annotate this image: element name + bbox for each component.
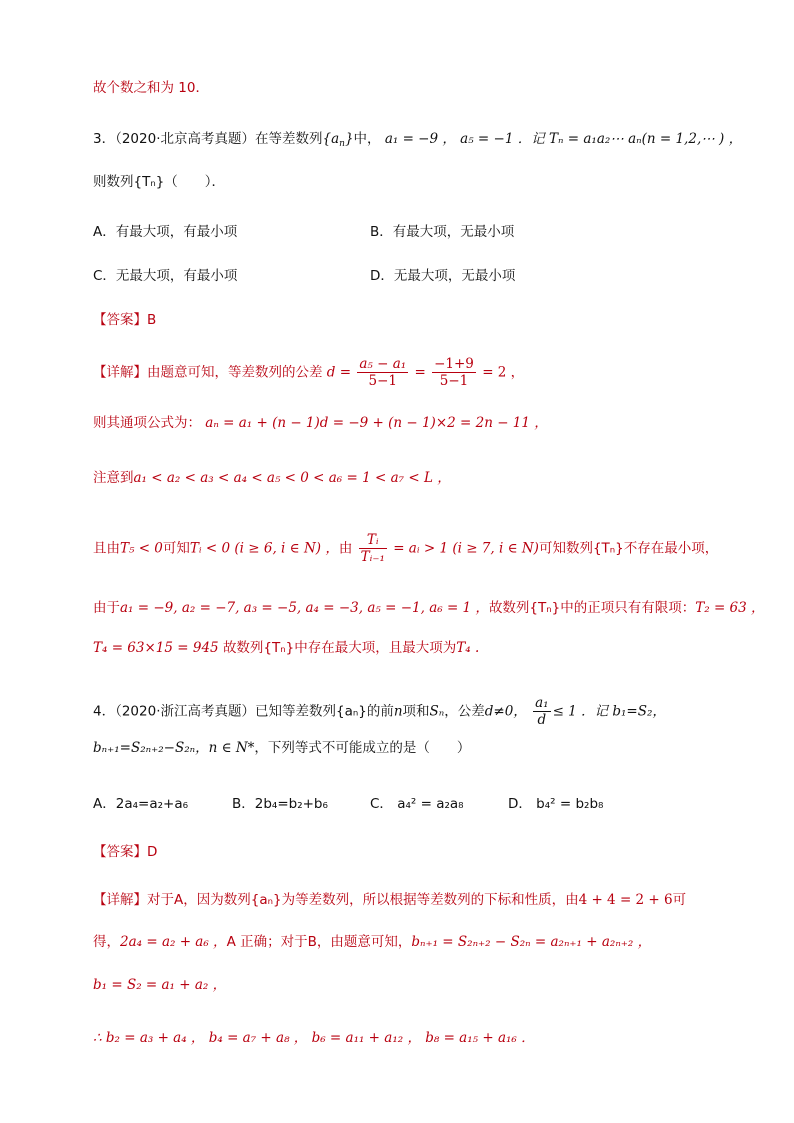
q4-detail2-b: A 正确；对于B，由题意可知， — [226, 934, 412, 950]
q3-answer-value: B — [147, 312, 157, 328]
q4-detail-tag: 【详解】 — [93, 892, 147, 908]
q3-detail1-d: d = — [326, 364, 352, 381]
q4-line2-formula: bₙ₊₁=S₂ₙ₊₂−S₂ₙ， — [93, 740, 209, 756]
q3-option-c: C．无最大项，有最小项 — [93, 268, 238, 284]
q3-detail3-formula: a₁ < a₂ < a₃ < a₄ < a₅ < 0 < a₆ = 1 < a₇ < L ， — [133, 470, 451, 486]
q3-detail4-c: 由 — [338, 540, 353, 557]
q4-detail1-text: 对于A，因为数列{aₙ}为等差数列，所以根据等差数列的下标和性质，由 — [147, 892, 579, 908]
q4-detail2-f2: bₙ₊₁ = S₂ₙ₊₂ − S₂ₙ = a₂ₙ₊₁ + a₂ₙ₊₂ ， — [411, 934, 652, 950]
q3-detail-3 — [93, 468, 451, 488]
q4-option-d: D． b₄² = b₂b₈ — [508, 796, 604, 812]
q4-detail-1 — [93, 890, 686, 910]
q3-detail4-frac-den: Tᵢ₋₁ — [360, 549, 385, 565]
q4-line2-n: n ∈ N* — [208, 740, 255, 756]
q3-detail5-b: 故数列{Tₙ}中的正项只有有限项： — [488, 600, 696, 616]
q4-stem-end: ≤ 1 ．记 b₁=S₂， — [552, 703, 666, 720]
q4-stem-d: d≠0， — [484, 703, 527, 720]
q4-stem-mid2: ，公差 — [444, 703, 485, 720]
q3-detail4-f1: T₅ < 0 — [120, 540, 163, 557]
q3-option-a: A．有最大项，有最小项 — [93, 224, 238, 240]
q4-detail-3 — [93, 975, 226, 995]
q4-option-a: A．2a₄=a₂+a₆ — [93, 796, 189, 812]
q3-detail3-text: 注意到 — [93, 470, 134, 486]
q3-frac2-num: −1+9 — [434, 356, 474, 372]
q3-detail-1: 【详解】由题意可知，等差数列的公差 d = $\frac{\text{a₅ − a₁}}{5-1}$ = $\frac{-1+9}{5-1}$ = 2 ， — [93, 356, 525, 389]
q3-given: a₁ = −9 ， a₅ = −1 ．记 — [384, 131, 545, 147]
q3-line2: 则数列{Tₙ}（ ）． — [93, 174, 226, 190]
q4-answer-tag: 【答案】 — [93, 844, 147, 860]
q3-detail2-text: 则其通项公式为： — [93, 415, 201, 431]
q3-option-d: D．无最大项，无最小项 — [370, 268, 516, 284]
q3-detail5-t2: T₂ = 63 ， — [695, 600, 765, 616]
q3-def: Tₙ = a₁a₂⋯ aₙ(n = 1,2,⋯ ) ， — [549, 131, 743, 147]
q4-answer-value: D — [147, 844, 158, 860]
q3-detail4-f3: = aᵢ > 1 (i ≥ 7, i ∈ N) — [393, 540, 539, 557]
q3-detail5-f: a₁ = −9, a₂ = −7, a₃ = −5, a₄ = −3, a₅ = −1, a₆ = 1 ， — [120, 600, 489, 616]
q4-line2-text: ，下列等式不可能成立的是（ ） — [254, 740, 471, 756]
q3-detail6-f: T₄ = 63×15 = 945 — [93, 640, 219, 656]
q3-detail4-frac-num: Tᵢ — [359, 532, 387, 549]
q3-detail6-text: 故数列{Tₙ}中存在最大项，且最大项为 — [222, 640, 457, 656]
q3-stem-mid: 中， — [353, 131, 381, 147]
q3-detail-tag: 【详解】 — [93, 364, 147, 381]
q3-frac1-num: a₅ − a₁ — [359, 356, 407, 372]
q4-detail3-f: b₁ = S₂ = a₁ + a₂ ， — [93, 977, 227, 993]
q3-detail-6 — [93, 638, 479, 658]
q4-stem-sn: Sₙ — [429, 703, 445, 720]
q4-stem-frac-den: d — [537, 712, 547, 728]
q4-detail-2 — [93, 932, 651, 952]
q4-stem-mid: 项和 — [402, 703, 430, 720]
q3-detail5-a: 由于 — [93, 600, 120, 616]
q4-option-c: C． a₄² = a₂a₈ — [370, 796, 464, 812]
q3-detail-4 — [93, 532, 718, 565]
q4-line2 — [93, 738, 470, 758]
q3-detail1-text: 由题意可知，等差数列的公差 — [147, 364, 323, 381]
q3-frac1-den: 5−1 — [368, 373, 397, 389]
q3-detail4-f2: Tᵢ < 0 (i ≥ 6, i ∈ N) ， — [189, 540, 339, 557]
q4-stem-frac-num: a₁ — [535, 695, 549, 711]
q3-stem: 3．（2020·北京高考真题）在等差数列$\{a_n\}$中， a₁ = −9 ， a₅ = −1 ．记 Tₙ = a₁a₂⋯ aₙ(n = 1,2,⋯ ) ， — [93, 131, 743, 149]
q3-stem-prefix: 3．（2020·北京高考真题）在等差数列 — [93, 131, 323, 147]
q4-detail1-end: 可 — [672, 892, 687, 908]
q3-detail2-formula: aₙ = a₁ + (n − 1)d = −9 + (n − 1)×2 = 2n − 11 ， — [205, 415, 548, 431]
q4-stem — [93, 695, 666, 728]
intro-line: 故个数之和为 10． — [93, 80, 209, 96]
q4-detail2-a: 得， — [93, 934, 120, 950]
q4-detail4-f: ∴ b₂ = a₃ + a₄ ， b₄ = a₇ + a₈ ， b₆ = a₁₁ + a₁₂ ， b₈ = a₁₅ + a₁₆ ． — [93, 1030, 535, 1046]
q3-detail4-b: 可知 — [162, 540, 190, 557]
q4-detail-4 — [93, 1028, 535, 1048]
q3-detail6-end: T₄ . — [456, 640, 480, 656]
q4-stem-prefix: 4．（2020·浙江高考真题）已知等差数列{aₙ}的前 — [93, 703, 394, 720]
q3-stem-an: {a — [322, 131, 340, 147]
q3-detail1-result: = 2 ， — [482, 364, 525, 381]
q4-stem-n: n — [393, 703, 403, 720]
q4-detail1-f: 4 + 4 = 2 + 6 — [578, 892, 673, 908]
q3-detail4-a: 且由 — [93, 540, 120, 557]
q3-answer — [93, 310, 156, 330]
q4-option-b: B．2b₄=b₂+b₆ — [232, 796, 328, 812]
q3-detail4-d: 可知数列{Tₙ}不存在最小项， — [538, 540, 719, 557]
q3-option-b: B．有最大项，无最小项 — [370, 224, 515, 240]
q4-answer — [93, 842, 157, 862]
q4-detail2-f1: 2a₄ = a₂ + a₆ ， — [120, 934, 227, 950]
q3-answer-tag: 【答案】 — [93, 312, 147, 328]
q3-frac2-den: 5−1 — [439, 373, 469, 389]
q3-detail-2 — [93, 413, 548, 433]
q3-detail-5 — [93, 598, 765, 618]
